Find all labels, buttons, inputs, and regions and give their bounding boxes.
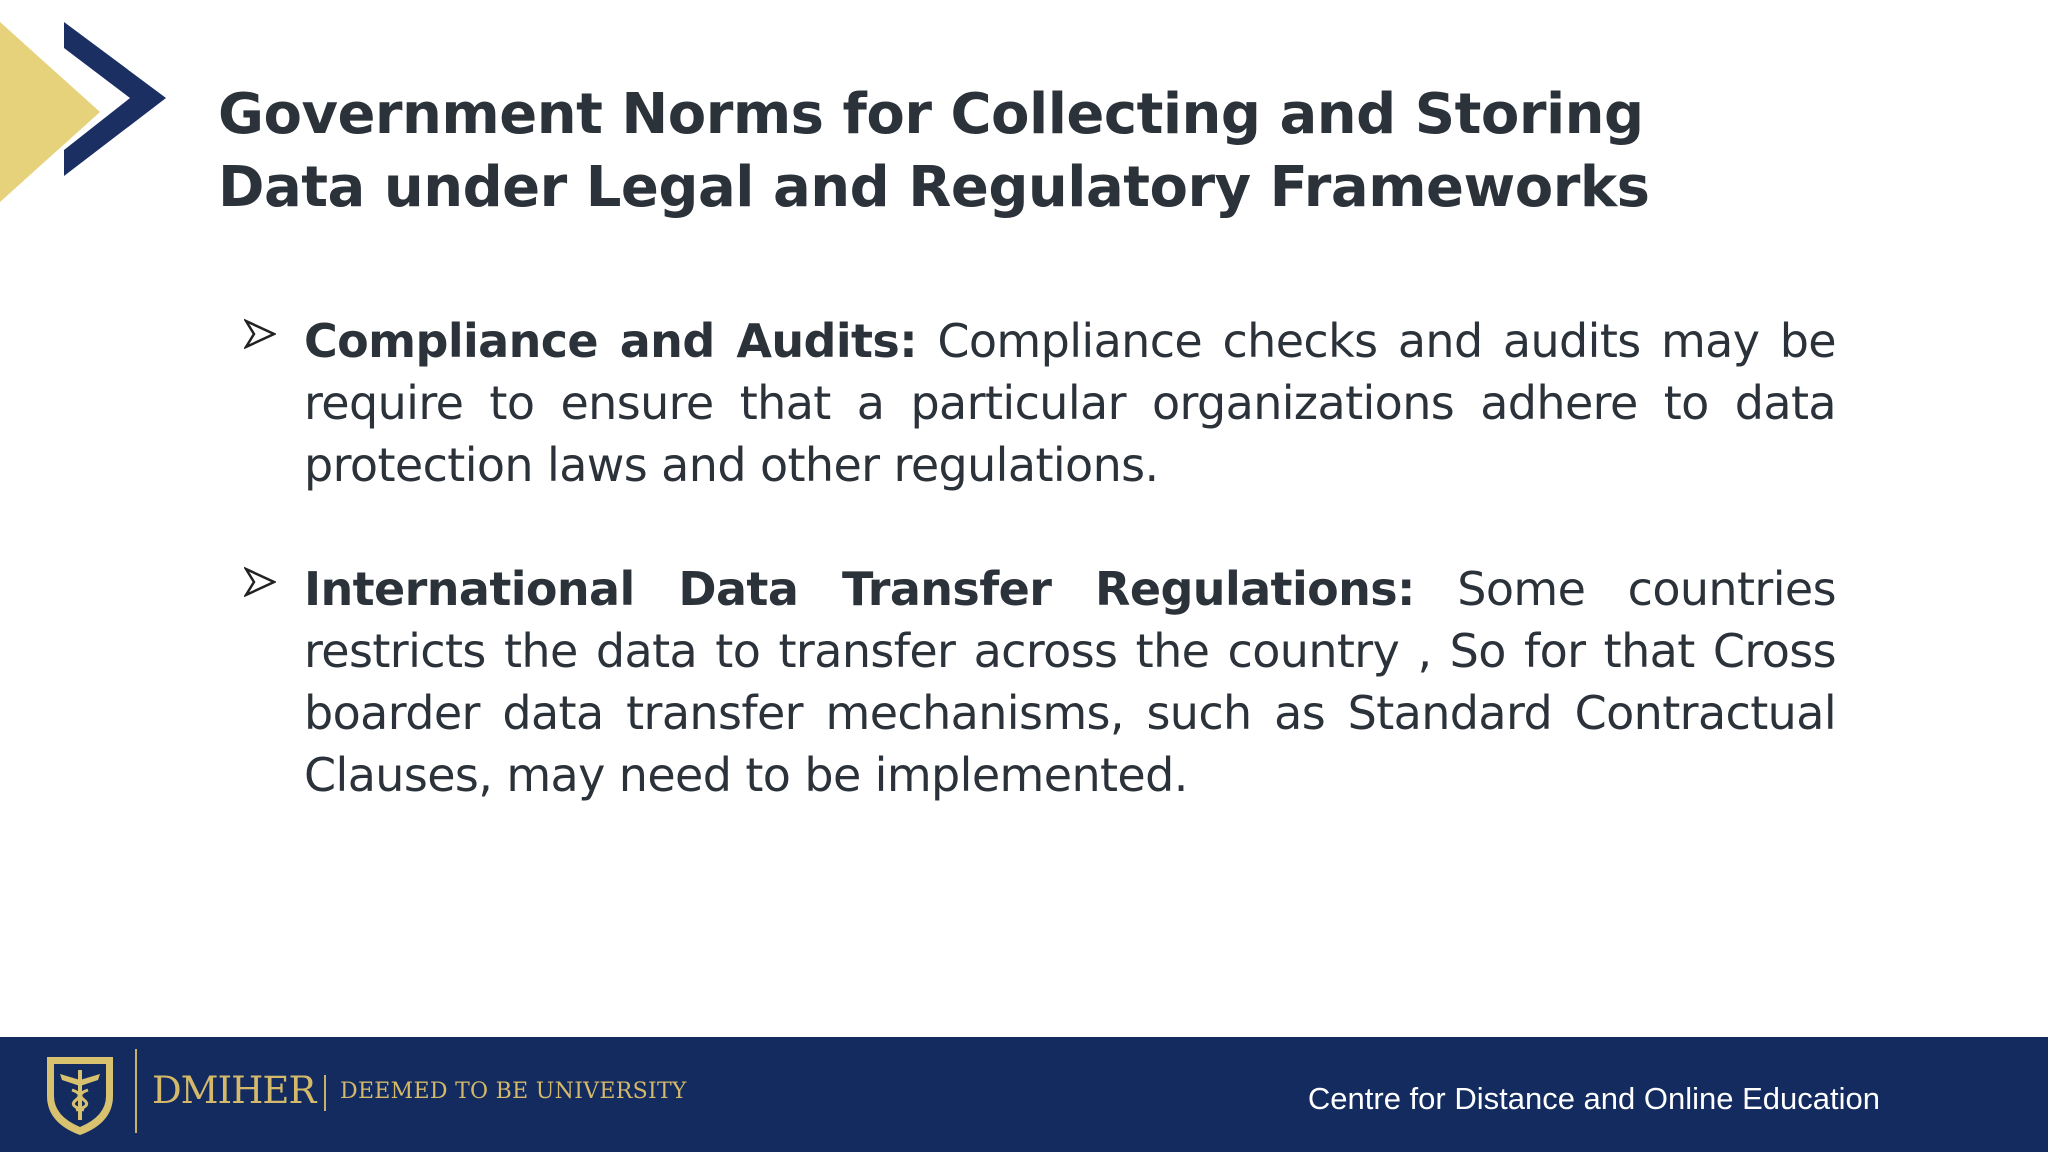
- title-line-2: Data under Legal and Regulatory Frameworks: [218, 155, 1650, 220]
- bullet-item: [244, 558, 1836, 806]
- title-line-1: Government Norms for Collecting and Storing: [218, 82, 1644, 147]
- footer-bar: [0, 1037, 2048, 1152]
- arrow-bullet-icon: [244, 318, 276, 350]
- footer-divider: [135, 1049, 137, 1133]
- logo-text: DMIHER: [152, 1069, 316, 1112]
- logo-divider: [324, 1075, 326, 1111]
- bullet-list: [244, 310, 1836, 806]
- bullet-heading: International Data Transfer Regulations:: [304, 562, 1415, 616]
- university-tagline: DEEMED TO BE UNIVERSITY: [340, 1079, 687, 1104]
- bullet-body: Some countries restricts the data to transfer across the country , So for that Cross boarder data transfer mechanisms, such as Standard Contractual Clauses, may need to be implemented.: [304, 562, 1836, 802]
- corner-chevron-decoration: [0, 0, 170, 210]
- bullet-text: [304, 558, 1836, 806]
- bullet-body: Compliance checks and audits may be require to ensure that a particular organizations adhere to data protection laws and other regulations.: [304, 314, 1837, 492]
- university-crest-icon: [40, 1050, 120, 1136]
- bullet-text: [304, 310, 1836, 496]
- bullet-heading: Compliance and Audits:: [304, 314, 917, 368]
- bullet-item: [244, 310, 1836, 496]
- arrow-bullet-icon: [244, 566, 276, 598]
- centre-name: Centre for Distance and Online Education: [1307, 1081, 1880, 1116]
- slide-title: [218, 78, 1649, 224]
